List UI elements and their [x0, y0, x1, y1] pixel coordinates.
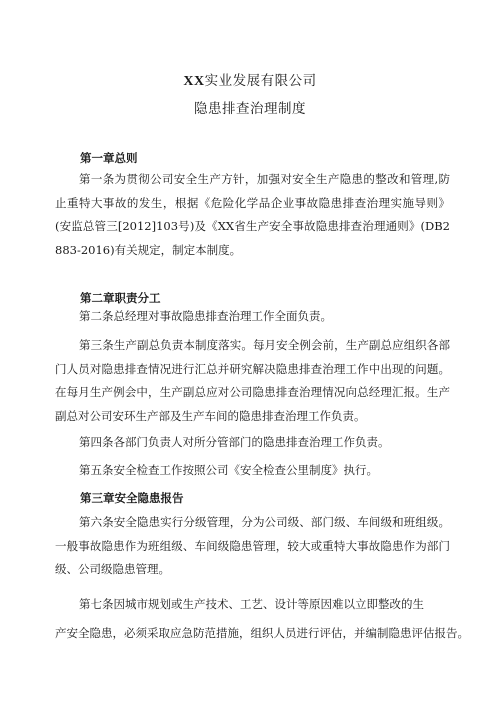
article-3: 第三条生产副总负责本制度落实。每月安全例会前，生产副总应组织各部门人员对隐患排查情况进行汇总并研究解决隐患排查治理工作中出现的问题。在每月生产例会中，生产副总应对公司隐患排查治理情况向总经理汇报。生产副总对公司安环生产部及生产车间的隐患排查治理工作负责。	[55, 338, 450, 423]
chapter-3-heading: 第三章安全隐患报告	[80, 491, 184, 505]
article-6: 第六条安全隐患实行分级管理，分为公司级、部门级、车间级和班组级。一般事故隐患作为班组级、车间级隐患管理，较大或重特大事故隐患作为部门级、公司级隐患管理。	[55, 515, 450, 576]
article-1: 第一条为贯彻公司安全生产方针，加强对安全生产隐患的整改和管理,防止重特大事故的发生，根据《危险化学品企业事故隐患排查治理实施导则》(安监总管三[2012]103号)及《XX省生产安全事故隐患排查治理通则》(DB2883-2016)有关规定，制定本制度。	[55, 172, 450, 257]
article-7-line-1: 第七条因城市规划或生产技术、工艺、设计等原因难以立即整改的生	[79, 597, 424, 611]
company-name-prefix: XX	[183, 74, 205, 89]
chapter-1-heading: 第一章总则	[80, 151, 138, 165]
company-name	[0, 69, 500, 90]
company-name-rest: 实业发展有限公司	[204, 73, 317, 89]
chapter-2-heading: 第二章职责分工	[80, 291, 161, 305]
article-4: 第四条各部门负责人对所分管部门的隐患排查治理工作负责。	[79, 435, 390, 449]
article-5: 第五条安全检查工作按照公司《安全检查公里制度》执行。	[79, 463, 378, 477]
article-2: 第二条总经理对事故隐患排查治理工作全面负责。	[79, 309, 332, 323]
document-title: 隐患排查治理制度	[194, 101, 306, 117]
article-7-line-2: 产安全隐患，必须采取应急防范措施，组织人员进行评估，并编制隐患评估报告。	[55, 626, 469, 640]
